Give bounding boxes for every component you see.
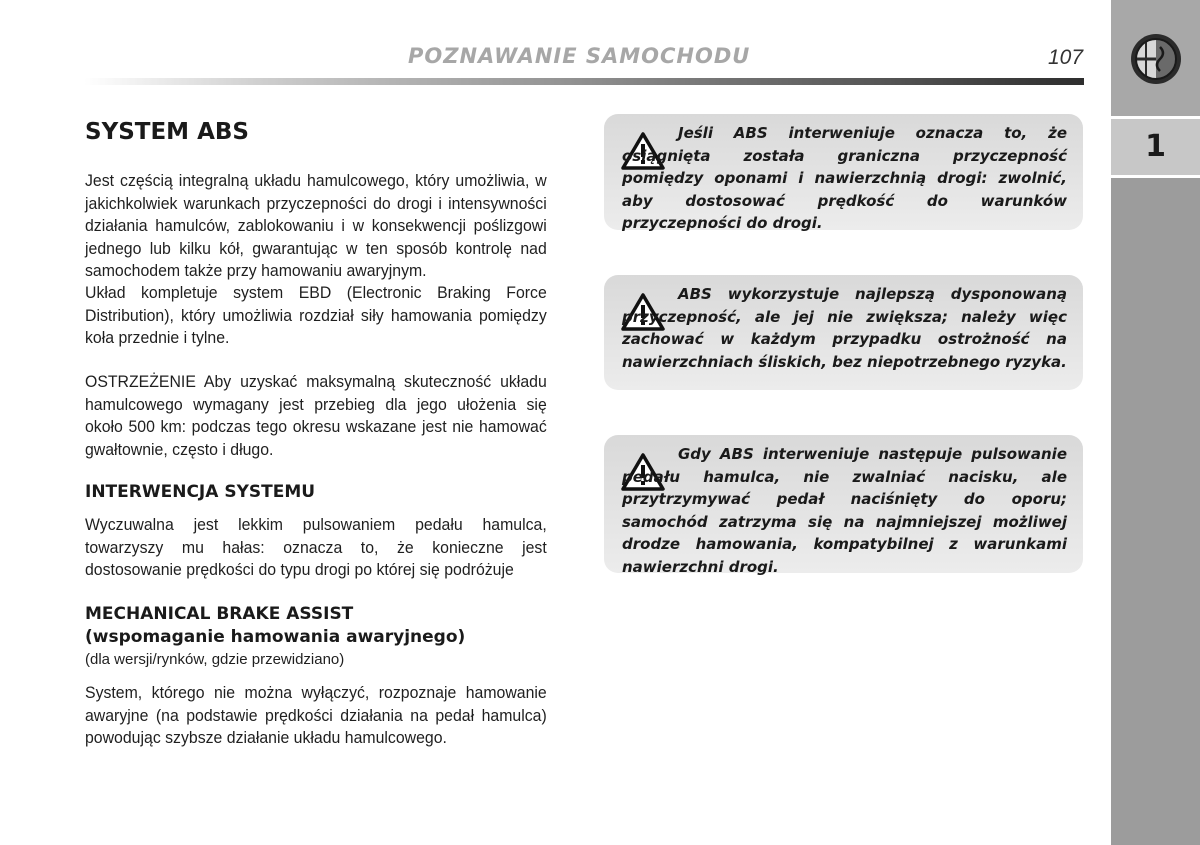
section-heading: SYSTEM ABS [85,119,249,145]
mba-heading-line2: (wspomaganie hamowania awaryjnego) [85,627,466,647]
warning-text-1: Jeśli ABS interweniuje oznacza to, że osiągnięta została graniczna przyczepność pomiędzy oponami i nawierzchnią drogi: zwolnić, aby dostosować prędkość do warunków przyczepności do drogi. [622,124,1067,232]
interwencja-paragraph: Wyczuwalna jest lekkim pulsowaniem pedału hamulca, towarzyszy mu hałas: oznacza to, że konieczne jest dostosowanie prędkości do typu drogi po której się podróżuje [85,516,547,579]
mba-heading-line1: MECHANICAL BRAKE ASSIST [85,604,354,624]
warning-text-3: Gdy ABS interweniuje następuje pulsowanie pedału hamulca, nie zwalniać nacisku, ale przytrzymywać pedał naciśnięty do oporu; samochód zatrzyma się na najmniejszej możliwej drodze hamowania, kompatybilnej z warunkami nawierzchni drogi. [622,445,1067,576]
interwencja-heading: INTERWENCJA SYSTEMU [85,482,316,502]
intro-paragraph: Jest częścią integralną układu hamulcowego, który umożliwia, w jakichkolwiek warunkach przyczepności do drogi i intensywności działania hamulców, zablokowaniu i w konsekwencji poślizgowi jednego lub kilku kół, gwarantując w ten sposób kontrolę nad samochodem także przy hamowaniu awaryjnym. [85,172,547,280]
warning-text-2: ABS wykorzystuje najlepszą dysponowaną przyczepność, ale jej nie zwiększa; należy więc zachować w każdym przypadku ostrożność na nawierzchniach śliskich, bez niepotrzebnego ryzyka. [622,285,1067,371]
running-header-title: POZNAWANIE SAMOCHODU [408,44,751,68]
mba-availability-note: (dla wersji/rynków, gdzie przewidziano) [85,651,345,668]
mba-paragraph: System, którego nie można wyłączyć, rozpoznaje hamowanie awaryjne (na podstawie prędkości działania na pedał hamulca) powodując szybsze działanie układu hamulcowego. [85,684,547,747]
page-number: 107 [1048,46,1084,69]
warning-box-2 [604,275,1083,390]
header-rule [84,78,1084,85]
brand-logo-icon [1130,33,1182,85]
warning-box-3 [604,435,1083,576]
warning-paragraph: OSTRZEŻENIE Aby uzyskać maksymalną skuteczność układu hamulcowego wymagany jest przebieg dla jego ułożenia się około 500 km: podczas tego okresu wskazane jest nie hamować gwałtownie, często i długo. [85,373,547,459]
warning-box-1 [604,114,1083,230]
ebd-paragraph: Układ kompletuje system EBD (Electronic Braking Force Distribution), który umożliwia rozdział siły hamowania pomiędzy koła przednie i tylne. [85,284,547,347]
chapter-number: 1 [1145,129,1166,164]
